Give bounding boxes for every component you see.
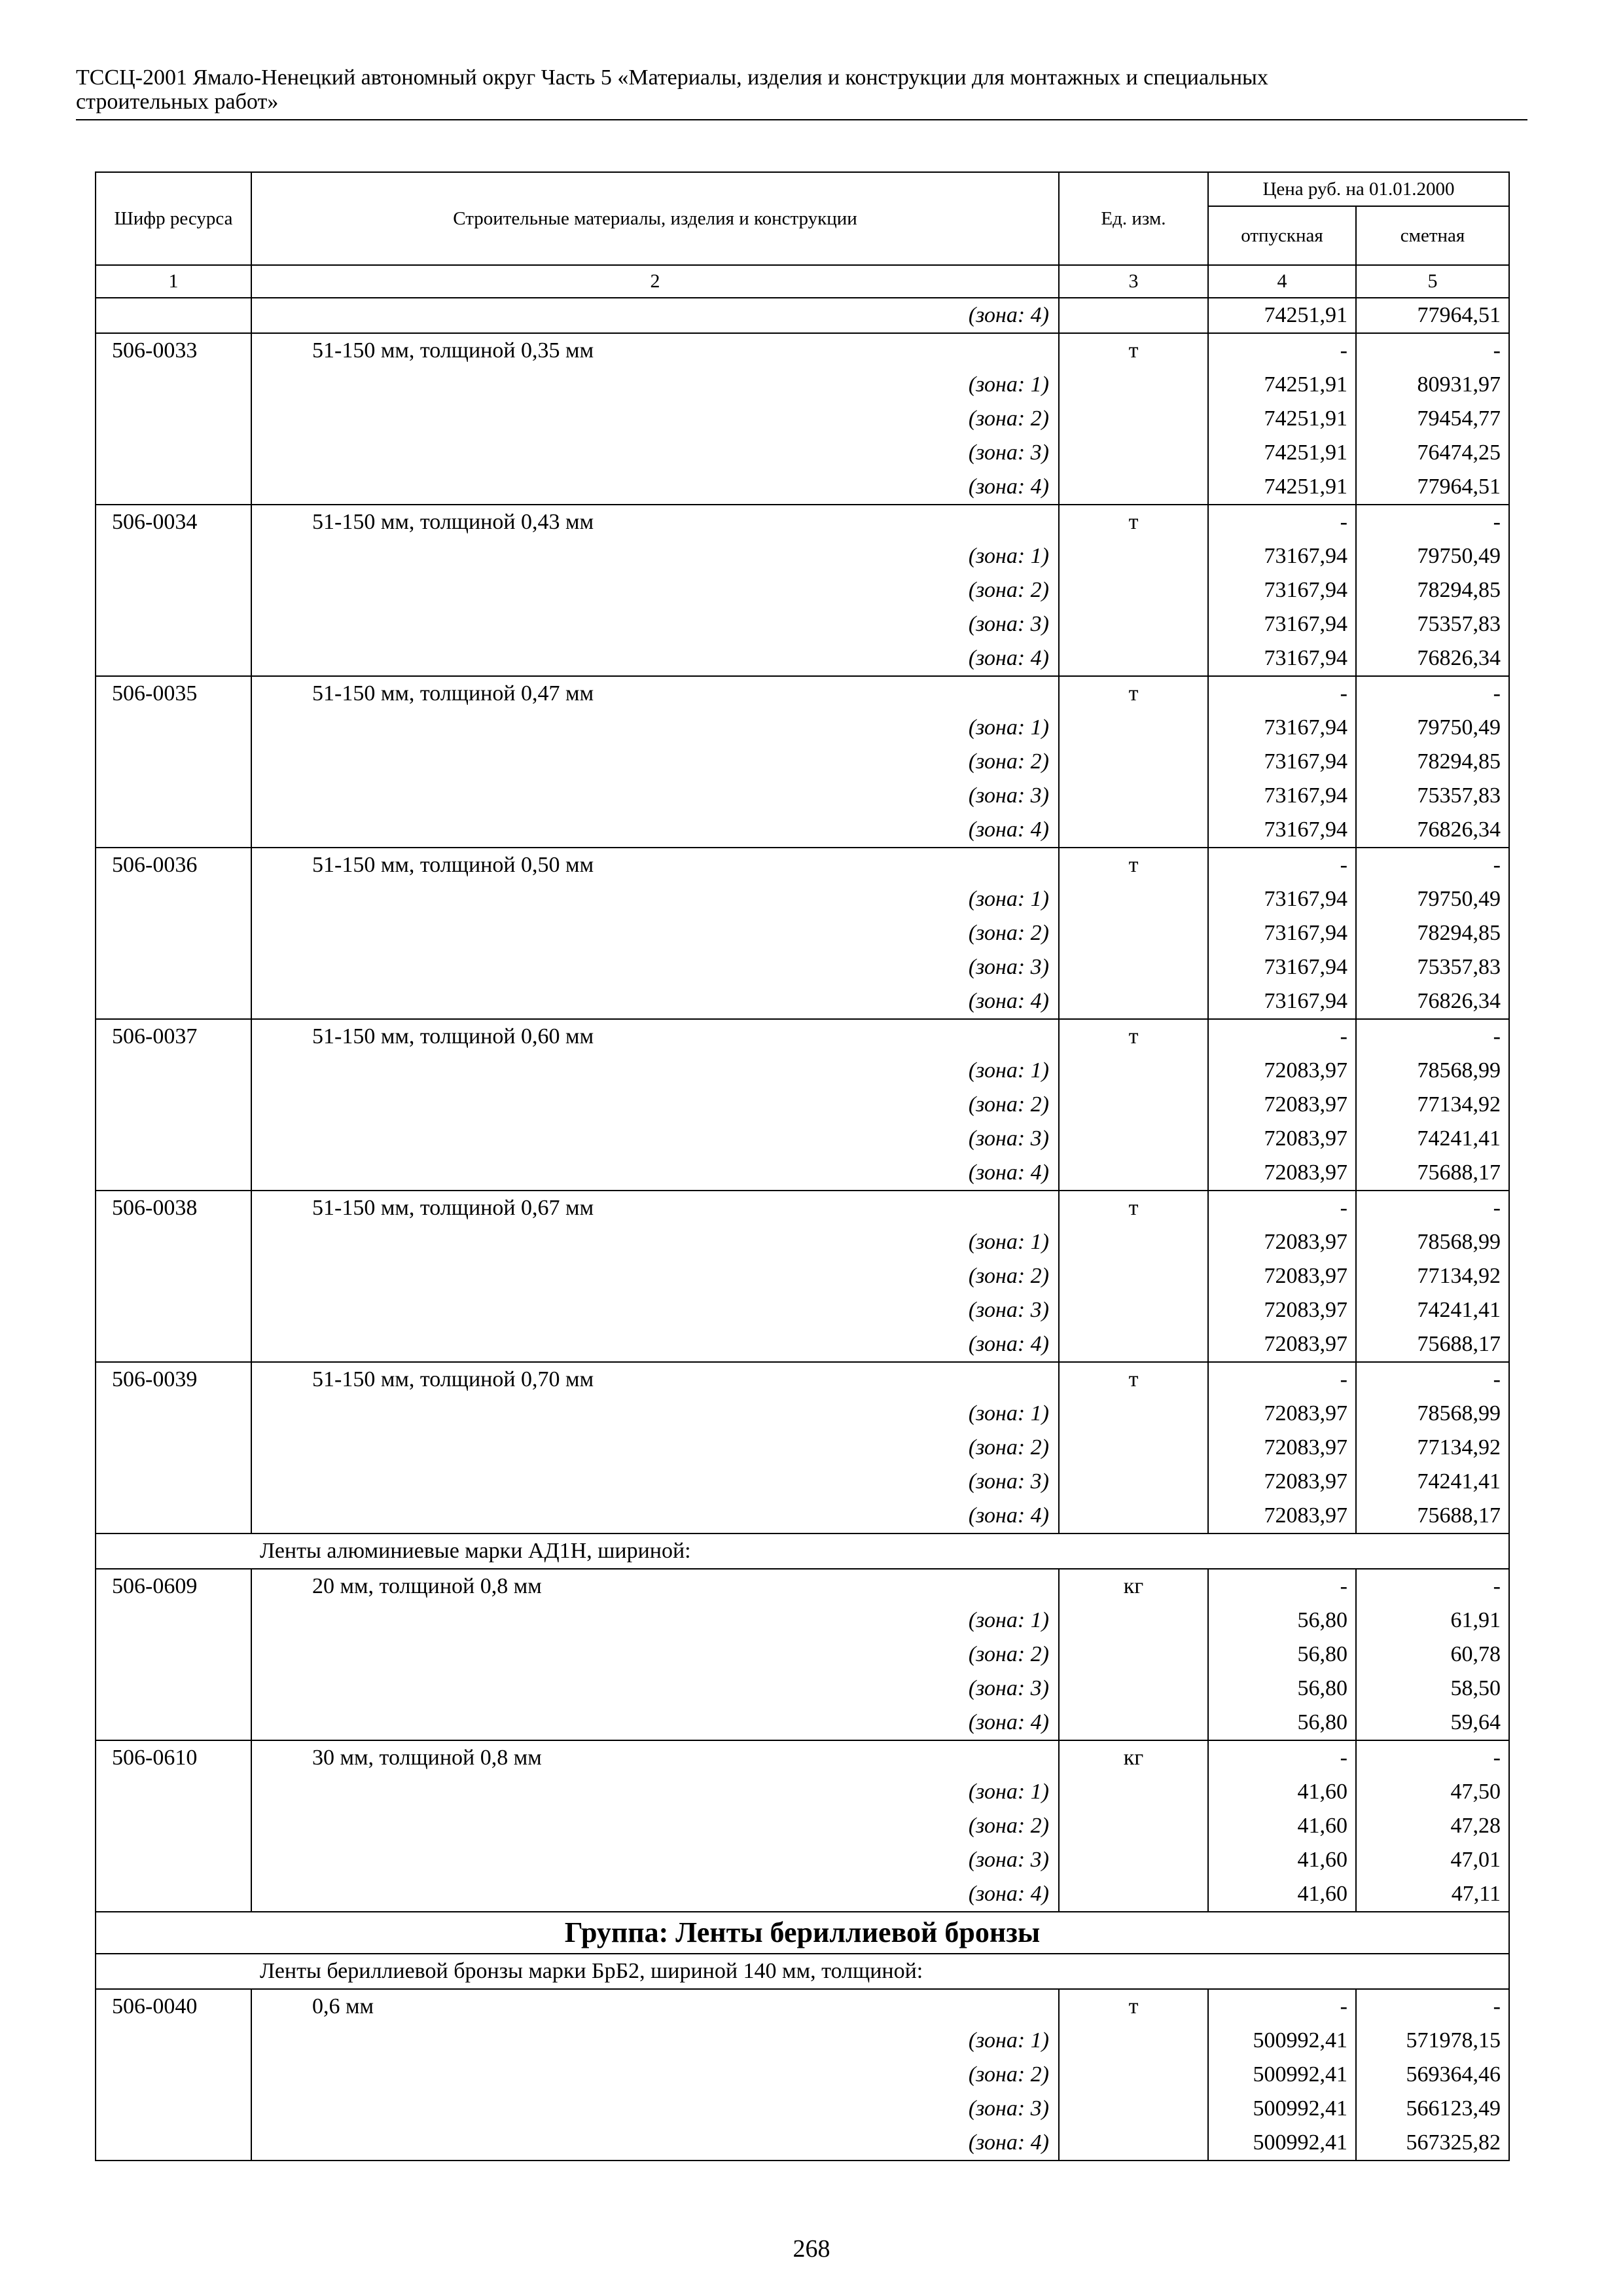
- zone-row: [96, 950, 1509, 984]
- unit: т: [1059, 1989, 1208, 2024]
- release-price: -: [1208, 333, 1356, 368]
- resource-code: 506-0036: [96, 848, 251, 882]
- continued-zone-row: [96, 298, 1509, 333]
- material-name: 51-150 мм, толщиной 0,60 мм: [251, 1019, 1059, 1054]
- estimate-price: 76826,34: [1356, 984, 1509, 1019]
- estimate-price: 76826,34: [1356, 641, 1509, 676]
- zone-row: [96, 2024, 1509, 2058]
- release-price: 56,80: [1208, 1604, 1356, 1638]
- estimate-price: 78294,85: [1356, 573, 1509, 607]
- estimate-price: -: [1356, 1569, 1509, 1604]
- estimate-price: 79750,49: [1356, 711, 1509, 745]
- release-price: 74251,91: [1208, 368, 1356, 402]
- estimate-price: 569364,46: [1356, 2058, 1509, 2092]
- group-heading-row: [96, 1912, 1509, 1954]
- zone-row: [96, 984, 1509, 1019]
- release-price: -: [1208, 676, 1356, 711]
- estimate-price: 78568,99: [1356, 1397, 1509, 1431]
- zone-label: (зона: 1): [251, 882, 1059, 916]
- zone-row: [96, 2092, 1509, 2126]
- estimate-price: 47,28: [1356, 1809, 1509, 1843]
- zone-label: (зона: 1): [251, 1054, 1059, 1088]
- unit: кг: [1059, 1569, 1208, 1604]
- zone-label: (зона: 2): [251, 573, 1059, 607]
- zone-label: (зона: 1): [251, 539, 1059, 573]
- zone-label: (зона: 2): [251, 745, 1059, 779]
- release-price: 72083,97: [1208, 1499, 1356, 1534]
- table-row: [96, 1191, 1509, 1225]
- zone-label: (зона: 3): [251, 607, 1059, 641]
- release-price: -: [1208, 1362, 1356, 1397]
- zone-row: [96, 1225, 1509, 1259]
- release-price: 74251,91: [1208, 402, 1356, 436]
- estimate-price: 76474,25: [1356, 436, 1509, 470]
- header-line-1: ТССЦ-2001 Ямало-Ненецкий автономный округ Часть 5 «Материалы, изделия и конструкции для монтажных и специальных: [76, 65, 1268, 90]
- release-price: 72083,97: [1208, 1054, 1356, 1088]
- zone-row: [96, 402, 1509, 436]
- estimate-price: 77134,92: [1356, 1431, 1509, 1465]
- table-row: [96, 1362, 1509, 1397]
- subheading: Ленты алюминиевые марки АД1Н, шириной:: [96, 1534, 1509, 1569]
- material-name: 51-150 мм, толщиной 0,35 мм: [251, 333, 1059, 368]
- release-price: 56,80: [1208, 1672, 1356, 1706]
- release-price: -: [1208, 1569, 1356, 1604]
- estimate-price: 75688,17: [1356, 1499, 1509, 1534]
- zone-label: (зона: 1): [251, 711, 1059, 745]
- release-price: 500992,41: [1208, 2058, 1356, 2092]
- unit: т: [1059, 333, 1208, 368]
- estimate-price: 74241,41: [1356, 1465, 1509, 1499]
- zone-label: (зона: 3): [251, 1843, 1059, 1877]
- release-price: 72083,97: [1208, 1225, 1356, 1259]
- material-name: 51-150 мм, толщиной 0,67 мм: [251, 1191, 1059, 1225]
- col-number-5: 5: [1356, 265, 1509, 298]
- zone-row: [96, 1499, 1509, 1534]
- zone-row: [96, 1327, 1509, 1362]
- zone-label: (зона: 4): [251, 1156, 1059, 1191]
- estimate-price: 75357,83: [1356, 950, 1509, 984]
- release-price: 73167,94: [1208, 539, 1356, 573]
- zone-label: (зона: 4): [251, 2126, 1059, 2161]
- zone-row: [96, 539, 1509, 573]
- release-price: 56,80: [1208, 1638, 1356, 1672]
- release-price: -: [1208, 1740, 1356, 1775]
- release-price: 500992,41: [1208, 2024, 1356, 2058]
- zone-row: [96, 1122, 1509, 1156]
- table-row: [96, 676, 1509, 711]
- zone-row: [96, 368, 1509, 402]
- col-header-release: отпускная: [1208, 206, 1356, 265]
- col-header-price: Цена руб. на 01.01.2000: [1208, 172, 1509, 206]
- zone-row: [96, 2058, 1509, 2092]
- unit: т: [1059, 505, 1208, 539]
- zone-label: (зона: 4): [251, 298, 1059, 333]
- col-number-1: 1: [96, 265, 251, 298]
- table-row: [96, 333, 1509, 368]
- estimate-price: 58,50: [1356, 1672, 1509, 1706]
- unit: т: [1059, 848, 1208, 882]
- estimate-price: 78568,99: [1356, 1054, 1509, 1088]
- estimate-price: 78294,85: [1356, 916, 1509, 950]
- zone-label: (зона: 4): [251, 813, 1059, 848]
- zone-label: (зона: 4): [251, 1499, 1059, 1534]
- zone-label: (зона: 2): [251, 1431, 1059, 1465]
- release-price: -: [1208, 1191, 1356, 1225]
- zone-row: [96, 1843, 1509, 1877]
- zone-label: (зона: 3): [251, 436, 1059, 470]
- zone-row: [96, 1638, 1509, 1672]
- zone-row: [96, 813, 1509, 848]
- zone-label: (зона: 2): [251, 916, 1059, 950]
- resource-code: 506-0610: [96, 1740, 251, 1775]
- release-price: 73167,94: [1208, 813, 1356, 848]
- estimate-price: -: [1356, 333, 1509, 368]
- estimate-price: -: [1356, 1740, 1509, 1775]
- estimate-price: 59,64: [1356, 1706, 1509, 1740]
- estimate-price: -: [1356, 505, 1509, 539]
- zone-row: [96, 1465, 1509, 1499]
- release-price: 72083,97: [1208, 1397, 1356, 1431]
- release-price: 72083,97: [1208, 1293, 1356, 1327]
- estimate-price: 74241,41: [1356, 1293, 1509, 1327]
- release-price: 41,60: [1208, 1809, 1356, 1843]
- header-line-2: строительных работ»: [76, 90, 279, 114]
- material-name: 51-150 мм, толщиной 0,47 мм: [251, 676, 1059, 711]
- estimate-price: -: [1356, 1362, 1509, 1397]
- col-number-4: 4: [1208, 265, 1356, 298]
- zone-row: [96, 1259, 1509, 1293]
- zone-label: (зона: 3): [251, 1122, 1059, 1156]
- release-price: 72083,97: [1208, 1465, 1356, 1499]
- col-header-name: Строительные материалы, изделия и конструкции: [251, 172, 1059, 265]
- zone-row: [96, 1088, 1509, 1122]
- col-header-code: Шифр ресурса: [96, 172, 251, 265]
- release-price: 74251,91: [1208, 470, 1356, 505]
- estimate-price: 60,78: [1356, 1638, 1509, 1672]
- zone-label: (зона: 1): [251, 1225, 1059, 1259]
- estimate-price: 80931,97: [1356, 368, 1509, 402]
- estimate-price: 75688,17: [1356, 1156, 1509, 1191]
- zone-label: (зона: 3): [251, 1672, 1059, 1706]
- estimate-price: 78294,85: [1356, 745, 1509, 779]
- release-price: -: [1208, 505, 1356, 539]
- zone-row: [96, 470, 1509, 505]
- resource-code: 506-0035: [96, 676, 251, 711]
- zone-row: [96, 1156, 1509, 1191]
- material-name: 51-150 мм, толщиной 0,50 мм: [251, 848, 1059, 882]
- zone-label: (зона: 3): [251, 950, 1059, 984]
- col-number-3: 3: [1059, 265, 1208, 298]
- unit: т: [1059, 1362, 1208, 1397]
- material-name: 51-150 мм, толщиной 0,70 мм: [251, 1362, 1059, 1397]
- zone-row: [96, 1397, 1509, 1431]
- estimate-price: -: [1356, 1019, 1509, 1054]
- table-row: [96, 1740, 1509, 1775]
- subheading: Ленты бериллиевой бронзы марки БрБ2, шириной 140 мм, толщиной:: [96, 1954, 1509, 1989]
- zone-label: (зона: 4): [251, 641, 1059, 676]
- zone-row: [96, 1293, 1509, 1327]
- zone-row: [96, 779, 1509, 813]
- release-price: 73167,94: [1208, 950, 1356, 984]
- zone-row: [96, 916, 1509, 950]
- resource-code: 506-0034: [96, 505, 251, 539]
- estimate-price: 77964,51: [1356, 470, 1509, 505]
- zone-label: (зона: 2): [251, 2058, 1059, 2092]
- release-price: 73167,94: [1208, 607, 1356, 641]
- estimate-price: 75688,17: [1356, 1327, 1509, 1362]
- resource-code: 506-0038: [96, 1191, 251, 1225]
- release-price: 73167,94: [1208, 573, 1356, 607]
- zone-row: [96, 1706, 1509, 1740]
- resource-code: 506-0609: [96, 1569, 251, 1604]
- resource-code: 506-0039: [96, 1362, 251, 1397]
- estimate-price: 75357,83: [1356, 779, 1509, 813]
- zone-label: (зона: 2): [251, 402, 1059, 436]
- release-price: 73167,94: [1208, 641, 1356, 676]
- zone-row: [96, 1604, 1509, 1638]
- zone-row: [96, 1431, 1509, 1465]
- estimate-price: 77134,92: [1356, 1259, 1509, 1293]
- release-price: 74251,91: [1208, 298, 1356, 333]
- release-price: 72083,97: [1208, 1088, 1356, 1122]
- zone-label: (зона: 1): [251, 2024, 1059, 2058]
- zone-row: [96, 1809, 1509, 1843]
- col-number-2: 2: [251, 265, 1059, 298]
- zone-row: [96, 641, 1509, 676]
- estimate-price: 77964,51: [1356, 298, 1509, 333]
- release-price: -: [1208, 1019, 1356, 1054]
- table-row: [96, 1989, 1509, 2024]
- unit: т: [1059, 1019, 1208, 1054]
- estimate-price: 61,91: [1356, 1604, 1509, 1638]
- zone-label: (зона: 2): [251, 1638, 1059, 1672]
- zone-label: (зона: 4): [251, 1706, 1059, 1740]
- unit: кг: [1059, 1740, 1208, 1775]
- estimate-price: 78568,99: [1356, 1225, 1509, 1259]
- release-price: 41,60: [1208, 1775, 1356, 1809]
- release-price: 73167,94: [1208, 916, 1356, 950]
- zone-label: (зона: 4): [251, 470, 1059, 505]
- page-number: 268: [793, 2235, 830, 2263]
- table-body: [96, 298, 1509, 2161]
- estimate-price: 566123,49: [1356, 2092, 1509, 2126]
- subheading-row: [96, 1534, 1509, 1569]
- release-price: 56,80: [1208, 1706, 1356, 1740]
- release-price: 72083,97: [1208, 1327, 1356, 1362]
- estimate-price: 47,50: [1356, 1775, 1509, 1809]
- zone-row: [96, 573, 1509, 607]
- estimate-price: 79454,77: [1356, 402, 1509, 436]
- unit: т: [1059, 676, 1208, 711]
- release-price: 72083,97: [1208, 1122, 1356, 1156]
- estimate-price: 76826,34: [1356, 813, 1509, 848]
- zone-row: [96, 1672, 1509, 1706]
- material-name: 0,6 мм: [251, 1989, 1059, 2024]
- estimate-price: -: [1356, 676, 1509, 711]
- zone-label: (зона: 3): [251, 1293, 1059, 1327]
- col-header-unit: Ед. изм.: [1059, 172, 1208, 265]
- estimate-price: 74241,41: [1356, 1122, 1509, 1156]
- zone-label: (зона: 4): [251, 984, 1059, 1019]
- table-row: [96, 1569, 1509, 1604]
- estimate-price: 79750,49: [1356, 539, 1509, 573]
- table-row: [96, 848, 1509, 882]
- release-price: 73167,94: [1208, 882, 1356, 916]
- release-price: 73167,94: [1208, 779, 1356, 813]
- estimate-price: 79750,49: [1356, 882, 1509, 916]
- zone-label: (зона: 1): [251, 1775, 1059, 1809]
- zone-row: [96, 436, 1509, 470]
- group-heading: Группа: Ленты бериллиевой бронзы: [96, 1912, 1509, 1954]
- material-name: 20 мм, толщиной 0,8 мм: [251, 1569, 1059, 1604]
- release-price: 74251,91: [1208, 436, 1356, 470]
- estimate-price: -: [1356, 1989, 1509, 2024]
- zone-row: [96, 711, 1509, 745]
- estimate-price: 47,11: [1356, 1877, 1509, 1912]
- unit: т: [1059, 1191, 1208, 1225]
- estimate-price: -: [1356, 848, 1509, 882]
- zone-row: [96, 607, 1509, 641]
- zone-label: (зона: 2): [251, 1809, 1059, 1843]
- estimate-price: 571978,15: [1356, 2024, 1509, 2058]
- zone-label: (зона: 2): [251, 1259, 1059, 1293]
- material-name: 51-150 мм, толщиной 0,43 мм: [251, 505, 1059, 539]
- zone-label: (зона: 4): [251, 1327, 1059, 1362]
- release-price: 41,60: [1208, 1843, 1356, 1877]
- resource-code: 506-0037: [96, 1019, 251, 1054]
- release-price: 73167,94: [1208, 711, 1356, 745]
- estimate-price: 77134,92: [1356, 1088, 1509, 1122]
- zone-row: [96, 1775, 1509, 1809]
- release-price: 41,60: [1208, 1877, 1356, 1912]
- zone-row: [96, 882, 1509, 916]
- zone-label: (зона: 1): [251, 1604, 1059, 1638]
- header-divider: [76, 119, 1527, 120]
- release-price: 73167,94: [1208, 984, 1356, 1019]
- zone-label: (зона: 4): [251, 1877, 1059, 1912]
- zone-row: [96, 2126, 1509, 2161]
- estimate-price: 567325,82: [1356, 2126, 1509, 2161]
- release-price: 72083,97: [1208, 1259, 1356, 1293]
- release-price: 72083,97: [1208, 1156, 1356, 1191]
- subheading-row: [96, 1954, 1509, 1989]
- zone-row: [96, 745, 1509, 779]
- document-header: [76, 65, 1509, 114]
- zone-label: (зона: 2): [251, 1088, 1059, 1122]
- col-header-estimate: сметная: [1356, 206, 1509, 265]
- material-name: 30 мм, толщиной 0,8 мм: [251, 1740, 1059, 1775]
- release-price: -: [1208, 848, 1356, 882]
- release-price: 72083,97: [1208, 1431, 1356, 1465]
- price-table: [95, 171, 1510, 2161]
- release-price: 500992,41: [1208, 2092, 1356, 2126]
- resource-code: 506-0033: [96, 333, 251, 368]
- table-row: [96, 1019, 1509, 1054]
- zone-label: (зона: 3): [251, 2092, 1059, 2126]
- zone-label: (зона: 1): [251, 368, 1059, 402]
- zone-row: [96, 1877, 1509, 1912]
- estimate-price: -: [1356, 1191, 1509, 1225]
- release-price: -: [1208, 1989, 1356, 2024]
- release-price: 73167,94: [1208, 745, 1356, 779]
- table-row: [96, 505, 1509, 539]
- zone-label: (зона: 3): [251, 1465, 1059, 1499]
- zone-label: (зона: 3): [251, 779, 1059, 813]
- zone-row: [96, 1054, 1509, 1088]
- resource-code: 506-0040: [96, 1989, 251, 2024]
- estimate-price: 75357,83: [1356, 607, 1509, 641]
- release-price: 500992,41: [1208, 2126, 1356, 2161]
- estimate-price: 47,01: [1356, 1843, 1509, 1877]
- zone-label: (зона: 1): [251, 1397, 1059, 1431]
